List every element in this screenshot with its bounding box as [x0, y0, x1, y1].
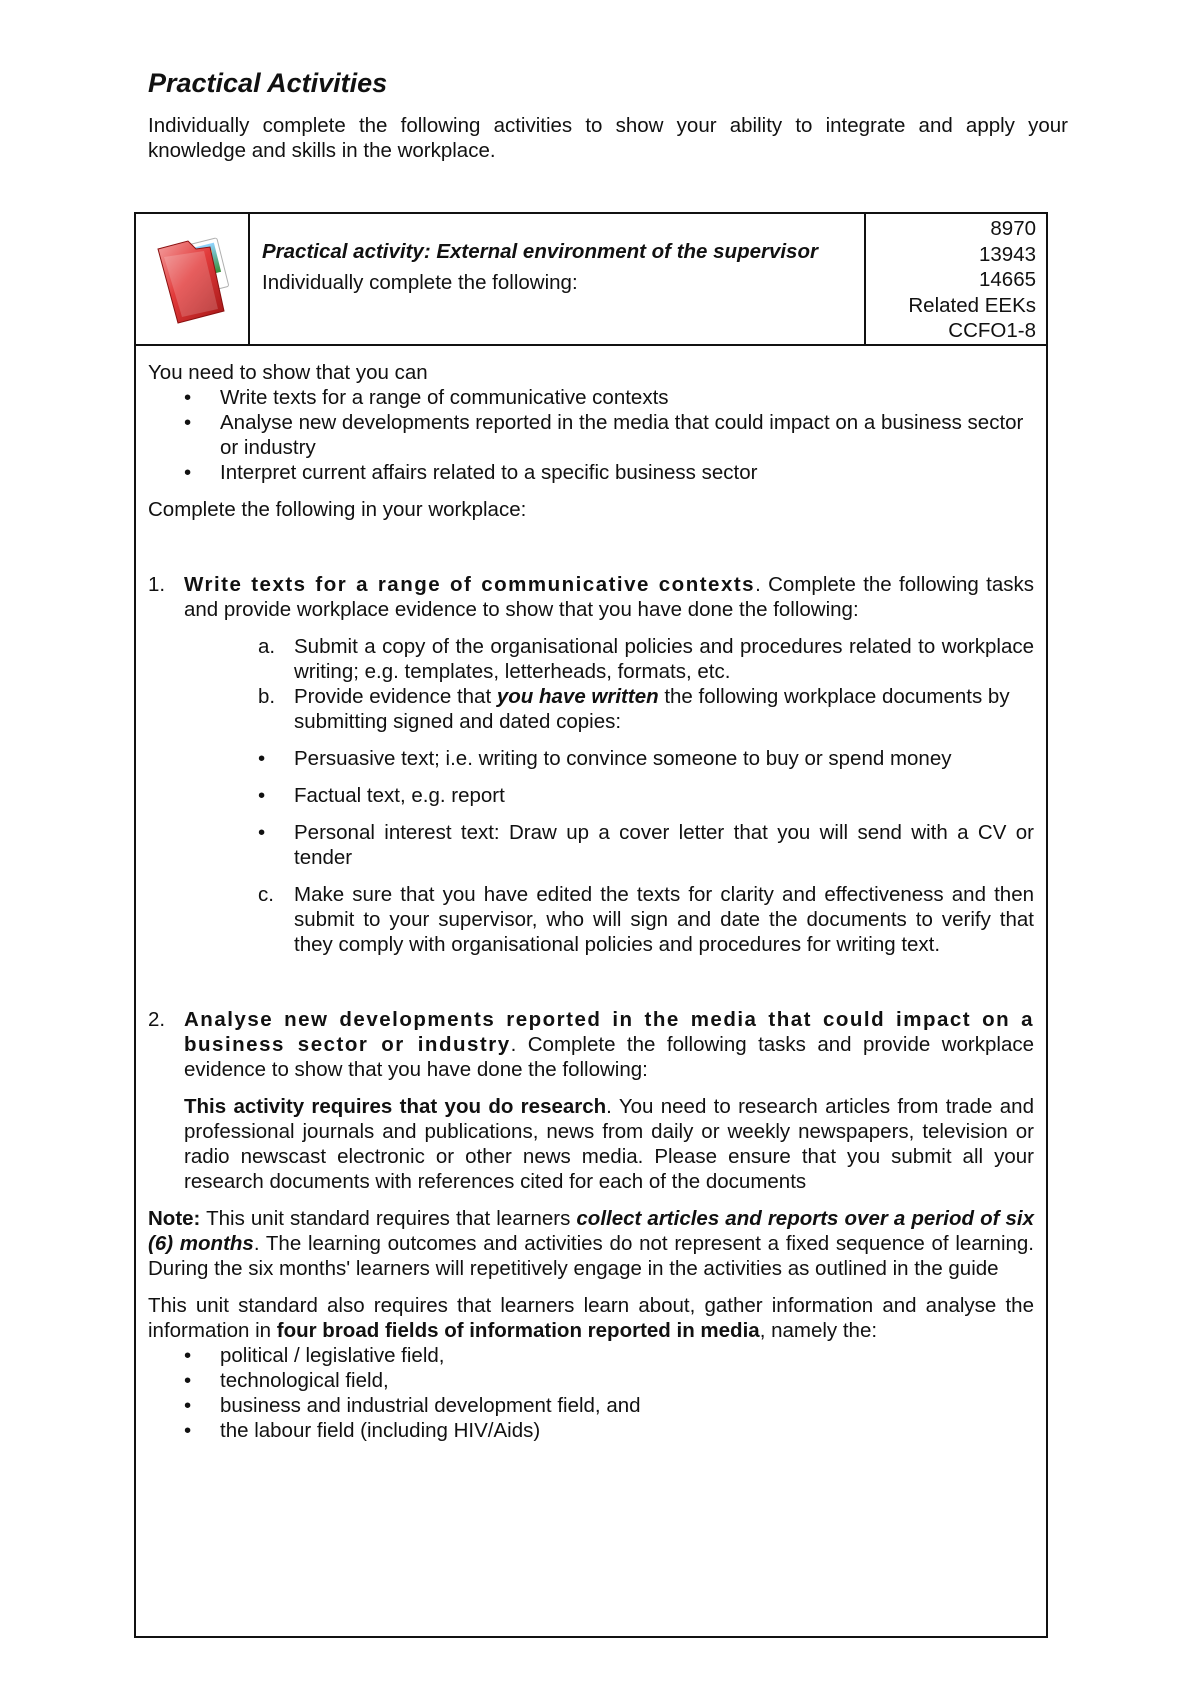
list-item: • Factual text, e.g. report [148, 783, 1034, 808]
item-emphasis: you have written [496, 685, 659, 708]
activity-body [136, 346, 1046, 1443]
unit-code: 14665 [978, 268, 1036, 291]
research-paragraph [148, 1094, 1034, 1194]
activity-title: Practical activity: External environment of the supervisor [262, 240, 818, 263]
task-text: . Complete the following tasks and provide workplace evidence to show that you have done the following: [184, 573, 1035, 621]
fields-paragraph [148, 1293, 1034, 1343]
activity-header-row [136, 214, 1046, 346]
list-item: • Analyse new developments reported in the media that could impact on a business sector or industry [148, 410, 1034, 460]
task-heading: Write texts for a range of communicative contexts [184, 573, 756, 596]
task-number: 2. [148, 1008, 166, 1031]
unit-code: 13943 [978, 242, 1036, 266]
task-number: 1. [148, 573, 166, 596]
list-item: • technological field, [148, 1368, 1034, 1393]
unit-codes-cell [866, 214, 1046, 344]
task-heading: Analyse new developments reported in the media that could impact on a business sector or industry [184, 1008, 1034, 1056]
note-label: Note: [148, 1207, 201, 1230]
show-list [148, 385, 1034, 485]
list-item: • Write texts for a range of communicative contexts [148, 385, 1034, 410]
ccfo-code: CCFO1-8 [948, 319, 1036, 342]
item-text: the following workplace documents by submitting signed and dated copies: [294, 685, 1010, 733]
list-item: • Personal interest text: Draw up a cover letter that you will send with a CV or tender [148, 820, 1034, 870]
activity-table [134, 212, 1048, 1638]
note-emphasis: collect articles and reports over a period of six (6) months [148, 1207, 1034, 1255]
related-eeks-label: Related EEKs [908, 293, 1036, 317]
research-text: . You need to research articles from trade and professional journals and publications, news from daily or weekly newspapers, television or radio newscast electronic or other news media. Please ensure that you submit all your research documents with references cited for each of the documents [184, 1095, 1034, 1193]
complete-intro: Complete the following in your workplace: [148, 498, 527, 521]
fields-emphasis: four broad fields of information reported in media [276, 1319, 760, 1342]
note-text: . The learning outcomes and activities do not represent a fixed sequence of learning. During the six months' learners will repetitively engage in the activities as outlined in the guide [148, 1232, 1034, 1280]
page-title: Practical Activities [148, 68, 388, 98]
list-item: • Persuasive text; i.e. writing to convince someone to buy or spend money [148, 746, 1034, 771]
item-text: Make sure that you have edited the texts for clarity and effectiveness and then submit to your supervisor, who will sign and date the documents to verify that they comply with organisational policies and procedures for writing text. [294, 883, 1034, 956]
task-1c [148, 882, 1034, 957]
item-text: Submit a copy of the organisational policies and procedures related to workplace writing; e.g. templates, letterheads, formats, etc. [294, 635, 1034, 683]
task-1 [148, 572, 1034, 622]
activity-icon-cell [136, 214, 250, 344]
item-text: Provide evidence that [294, 685, 497, 708]
unit-code: 8970 [990, 217, 1036, 240]
list-item: • Interpret current affairs related to a specific business sector [148, 460, 1034, 485]
note-text: This unit standard requires that learners [200, 1207, 577, 1230]
note-paragraph [148, 1206, 1034, 1281]
activity-title-cell [250, 214, 866, 344]
folder-pictures-icon [144, 227, 240, 331]
intro-text: Individually complete the following activities to show your ability to integrate and apply your knowledge and skills in the workplace. [148, 114, 1068, 162]
list-item: • political / legislative field, [148, 1343, 1034, 1368]
show-intro: You need to show that you can [148, 361, 428, 384]
list-item: • business and industrial development field, and [148, 1393, 1034, 1418]
list-item: • the labour field (including HIV/Aids) [148, 1418, 1034, 1443]
item-letter: c. [258, 883, 274, 906]
activity-subtitle: Individually complete the following: [262, 271, 578, 294]
fields-text: , namely the: [759, 1319, 878, 1342]
task-1b [148, 684, 1034, 734]
fields-text: This unit standard also requires that learners learn about, gather information and analyse the information in [148, 1294, 1034, 1342]
task-text: . Complete the following tasks and provide workplace evidence to show that you have done the following: [184, 1033, 1034, 1081]
research-heading: This activity requires that you do research [184, 1095, 607, 1118]
task-1a [148, 634, 1034, 684]
item-letter: b. [258, 685, 276, 708]
fields-list [148, 1343, 1034, 1443]
item-letter: a. [258, 635, 276, 658]
task-2 [148, 1007, 1034, 1082]
